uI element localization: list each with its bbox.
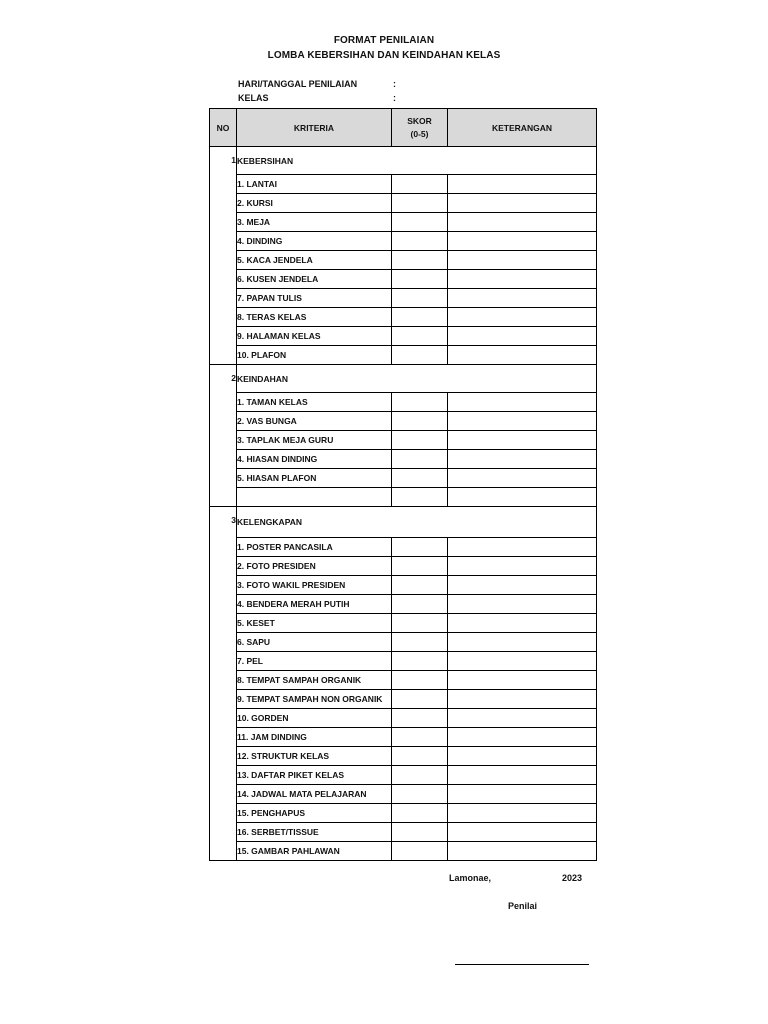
criteria-cell: [237, 488, 392, 507]
section-name: KELENGKAPAN: [237, 507, 597, 538]
criteria-cell: 5. HIASAN PLAFON: [237, 469, 392, 488]
table-row: [210, 557, 597, 576]
criteria-cell: 1. POSTER PANCASILA: [237, 538, 392, 557]
notes-cell[interactable]: [448, 194, 597, 213]
table-row: [210, 538, 597, 557]
score-cell[interactable]: [392, 393, 448, 412]
section-row: [210, 147, 597, 175]
score-cell[interactable]: [392, 450, 448, 469]
date-colon: :: [393, 79, 396, 89]
score-cell[interactable]: [392, 412, 448, 431]
table-row: [210, 412, 597, 431]
notes-cell[interactable]: [448, 557, 597, 576]
notes-cell[interactable]: [448, 709, 597, 728]
score-cell[interactable]: [392, 232, 448, 251]
notes-cell[interactable]: [448, 576, 597, 595]
signature-line: [455, 956, 589, 965]
criteria-cell: 2. KURSI: [237, 194, 392, 213]
criteria-cell: 3. FOTO WAKIL PRESIDEN: [237, 576, 392, 595]
table-row: [210, 450, 597, 469]
table-row: [210, 576, 597, 595]
table-row: [210, 690, 597, 709]
table-row: [210, 251, 597, 270]
section-name: KEBERSIHAN: [237, 147, 597, 175]
form-subtitle: LOMBA KEBERSIHAN DAN KEINDAHAN KELAS: [267, 50, 501, 61]
notes-cell[interactable]: [448, 213, 597, 232]
criteria-cell: 12. STRUKTUR KELAS: [237, 747, 392, 766]
header-skor: [392, 109, 448, 147]
signature-year: 2023: [562, 873, 583, 883]
notes-cell[interactable]: [448, 823, 597, 842]
score-cell[interactable]: [392, 747, 448, 766]
header-kriteria: KRITERIA: [237, 109, 392, 147]
section-number: 1: [210, 147, 237, 365]
section-row: [210, 365, 597, 393]
table-row: [210, 804, 597, 823]
table-row: [210, 327, 597, 346]
class-colon: :: [393, 93, 396, 103]
criteria-cell: 4. DINDING: [237, 232, 392, 251]
notes-cell[interactable]: [448, 671, 597, 690]
signature-place: Lamonae,: [449, 873, 492, 883]
notes-cell[interactable]: [448, 633, 597, 652]
notes-cell[interactable]: [448, 393, 597, 412]
criteria-cell: 3. TAPLAK MEJA GURU: [237, 431, 392, 450]
table-row: [210, 595, 597, 614]
score-cell[interactable]: [392, 633, 448, 652]
criteria-cell: 2. VAS BUNGA: [237, 412, 392, 431]
criteria-cell: 4. HIASAN DINDING: [237, 450, 392, 469]
table-row: [210, 232, 597, 251]
table-row: [210, 633, 597, 652]
score-cell[interactable]: [392, 614, 448, 633]
criteria-cell: 8. TERAS KELAS: [237, 308, 392, 327]
score-cell[interactable]: [392, 289, 448, 308]
score-cell[interactable]: [392, 766, 448, 785]
notes-cell[interactable]: [448, 175, 597, 194]
notes-cell[interactable]: [448, 804, 597, 823]
criteria-cell: 10. GORDEN: [237, 709, 392, 728]
class-label: KELAS: [238, 93, 269, 103]
score-cell[interactable]: [392, 194, 448, 213]
table-row: [210, 842, 597, 861]
notes-cell[interactable]: [448, 538, 597, 557]
table-row: [210, 213, 597, 232]
table-row: [210, 431, 597, 450]
notes-cell[interactable]: [448, 450, 597, 469]
table-row: [210, 614, 597, 633]
criteria-cell: 9. HALAMAN KELAS: [237, 327, 392, 346]
criteria-cell: 11. JAM DINDING: [237, 728, 392, 747]
table-row: [210, 823, 597, 842]
table-row: [210, 289, 597, 308]
score-cell[interactable]: [392, 690, 448, 709]
notes-cell[interactable]: [448, 251, 597, 270]
table-body: [210, 147, 597, 861]
score-cell[interactable]: [392, 213, 448, 232]
table-row: [210, 270, 597, 289]
criteria-cell: 5. KACA JENDELA: [237, 251, 392, 270]
score-cell[interactable]: [392, 709, 448, 728]
score-cell[interactable]: [392, 270, 448, 289]
assessment-table: [209, 108, 597, 861]
notes-cell[interactable]: [448, 842, 597, 861]
notes-cell[interactable]: [448, 488, 597, 507]
section-name: KEINDAHAN: [237, 365, 597, 393]
notes-cell[interactable]: [448, 232, 597, 251]
score-cell[interactable]: [392, 728, 448, 747]
table-row: [210, 308, 597, 327]
score-cell[interactable]: [392, 175, 448, 194]
score-cell[interactable]: [392, 595, 448, 614]
table-row: [210, 766, 597, 785]
criteria-cell: 10. PLAFON: [237, 346, 392, 365]
notes-cell[interactable]: [448, 614, 597, 633]
table-row: [210, 728, 597, 747]
signature-role: Penilai: [508, 901, 538, 911]
criteria-cell: 3. MEJA: [237, 213, 392, 232]
table-header-row: [210, 109, 597, 147]
score-cell[interactable]: [392, 308, 448, 327]
table-row: [210, 393, 597, 412]
score-cell[interactable]: [392, 804, 448, 823]
table-row: [210, 652, 597, 671]
table-row: [210, 175, 597, 194]
criteria-cell: 7. PAPAN TULIS: [237, 289, 392, 308]
notes-cell[interactable]: [448, 327, 597, 346]
table-row: [210, 671, 597, 690]
criteria-cell: 8. TEMPAT SAMPAH ORGANIK: [237, 671, 392, 690]
criteria-cell: 1. TAMAN KELAS: [237, 393, 392, 412]
section-number: 3: [210, 507, 237, 861]
criteria-cell: 4. BENDERA MERAH PUTIH: [237, 595, 392, 614]
notes-cell[interactable]: [448, 431, 597, 450]
header-skor-range: (0-5): [410, 128, 429, 139]
notes-cell[interactable]: [448, 652, 597, 671]
score-cell[interactable]: [392, 251, 448, 270]
date-label: HARI/TANGGAL PENILAIAN: [238, 79, 358, 89]
score-cell[interactable]: [392, 557, 448, 576]
score-cell[interactable]: [392, 346, 448, 365]
notes-cell[interactable]: [448, 346, 597, 365]
table-row: [210, 469, 597, 488]
table-row: [210, 346, 597, 365]
score-cell[interactable]: [392, 576, 448, 595]
notes-cell[interactable]: [448, 690, 597, 709]
criteria-cell: 7. PEL: [237, 652, 392, 671]
criteria-cell: 14. JADWAL MATA PELAJARAN: [237, 785, 392, 804]
notes-cell[interactable]: [448, 728, 597, 747]
notes-cell[interactable]: [448, 289, 597, 308]
criteria-cell: 9. TEMPAT SAMPAH NON ORGANIK: [237, 690, 392, 709]
criteria-cell: 5. KESET: [237, 614, 392, 633]
table-row: [210, 747, 597, 766]
score-cell[interactable]: [392, 327, 448, 346]
notes-cell[interactable]: [448, 469, 597, 488]
score-cell[interactable]: [392, 431, 448, 450]
notes-cell[interactable]: [448, 766, 597, 785]
score-cell[interactable]: [392, 469, 448, 488]
table-row: [210, 488, 597, 507]
form-title: FORMAT PENILAIAN: [333, 35, 435, 46]
criteria-cell: 1. LANTAI: [237, 175, 392, 194]
notes-cell[interactable]: [448, 747, 597, 766]
section-number: 2: [210, 365, 237, 507]
criteria-cell: 15. GAMBAR PAHLAWAN: [237, 842, 392, 861]
section-row: [210, 507, 597, 538]
score-cell[interactable]: [392, 823, 448, 842]
criteria-cell: 13. DAFTAR PIKET KELAS: [237, 766, 392, 785]
table-row: [210, 194, 597, 213]
header-no: NO: [210, 109, 237, 147]
score-cell[interactable]: [392, 842, 448, 861]
score-cell[interactable]: [392, 652, 448, 671]
criteria-cell: 2. FOTO PRESIDEN: [237, 557, 392, 576]
score-cell[interactable]: [392, 785, 448, 804]
score-cell[interactable]: [392, 488, 448, 507]
notes-cell[interactable]: [448, 595, 597, 614]
score-cell[interactable]: [392, 538, 448, 557]
table-row: [210, 785, 597, 804]
notes-cell[interactable]: [448, 270, 597, 289]
notes-cell[interactable]: [448, 785, 597, 804]
header-keterangan: KETERANGAN: [448, 109, 597, 147]
score-cell[interactable]: [392, 671, 448, 690]
criteria-cell: 16. SERBET/TISSUE: [237, 823, 392, 842]
criteria-cell: 6. SAPU: [237, 633, 392, 652]
criteria-cell: 6. KUSEN JENDELA: [237, 270, 392, 289]
notes-cell[interactable]: [448, 308, 597, 327]
header-skor-label: SKOR: [407, 115, 432, 126]
table-row: [210, 709, 597, 728]
notes-cell[interactable]: [448, 412, 597, 431]
criteria-cell: 15. PENGHAPUS: [237, 804, 392, 823]
